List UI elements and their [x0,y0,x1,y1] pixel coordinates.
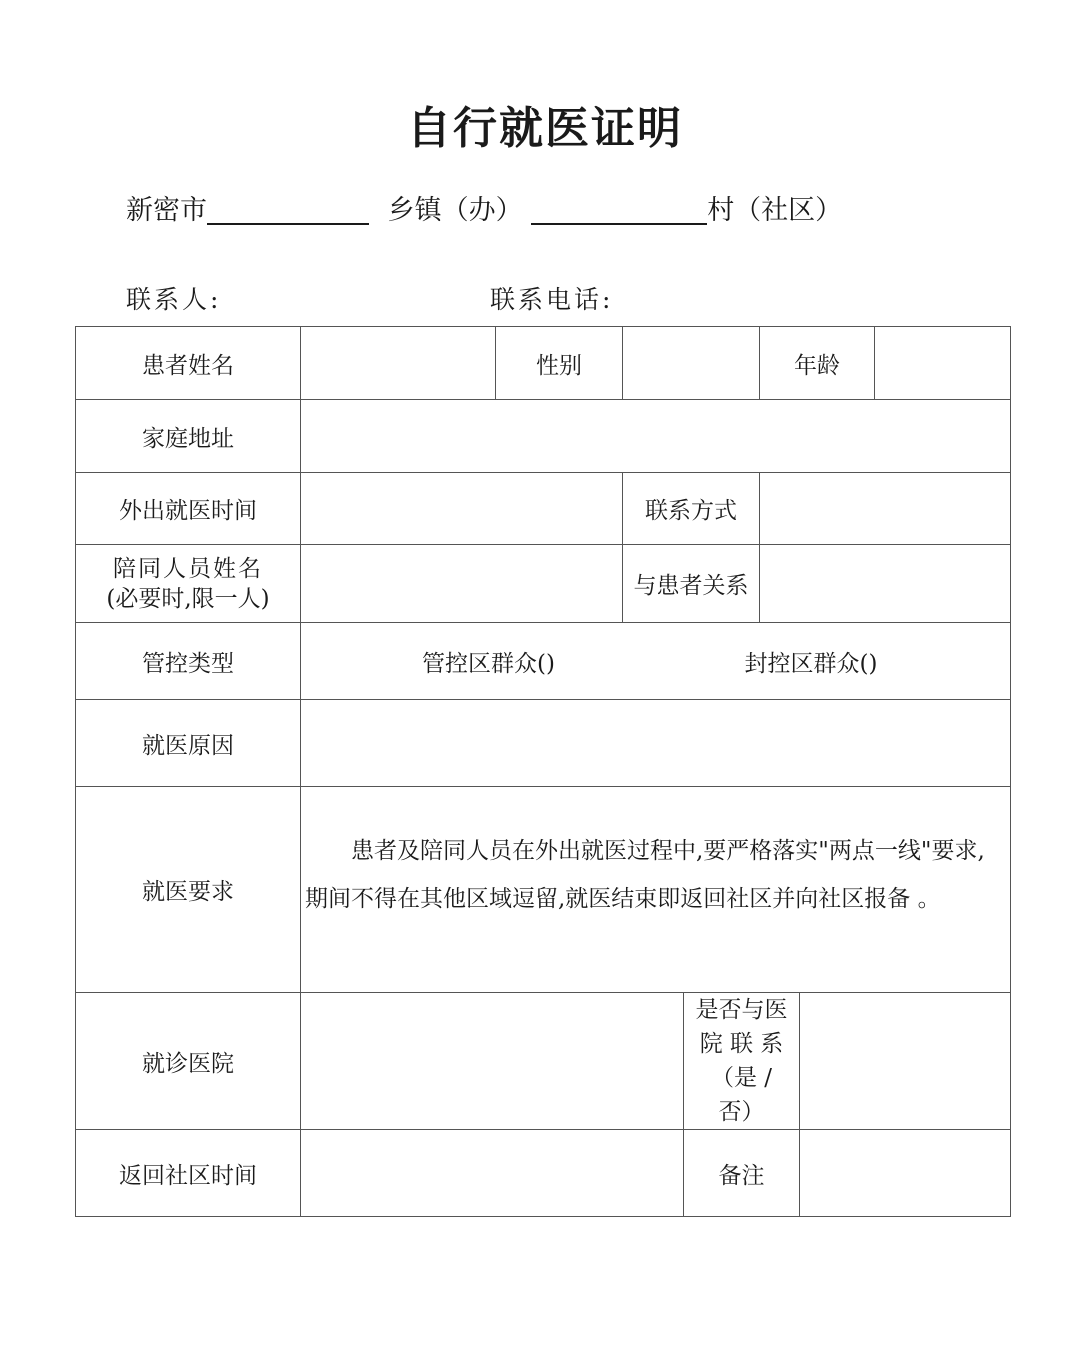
location-line [126,188,842,227]
home-address-field[interactable] [301,400,1011,473]
requirement-text: 患者及陪同人员在外出就医过程中,要严格落实"两点一线"要求,期间不得在其他区域逗留,就医结束即返回社区并向社区报备 。 [305,838,985,912]
table-row [76,327,1011,400]
return-time-label: 返回社区时间 [76,1130,301,1217]
table-row [76,700,1011,787]
contact-person-label: 联系人: [126,285,222,314]
companion-field[interactable] [301,545,623,623]
town-blank[interactable] [207,193,369,225]
table-row [76,545,1011,623]
control-option-2[interactable]: 封控区群众() [744,650,878,677]
hospital-contact-field[interactable] [800,993,1011,1130]
medical-form-table [75,326,1011,1217]
requirement-label: 就医要求 [76,787,301,993]
gender-field[interactable] [623,327,760,400]
document-title: 自行就医证明 [407,103,683,154]
home-address-label: 家庭地址 [76,400,301,473]
control-type-options [301,623,1011,700]
relation-field[interactable] [760,545,1011,623]
village-label: 村（社区） [707,195,843,226]
town-label: 乡镇（办） [387,195,523,226]
village-blank[interactable] [531,193,707,225]
hospital-contact-label [684,993,800,1130]
return-time-field[interactable] [301,1130,684,1217]
contact-phone-label: 联系电话: [490,285,614,314]
control-option-1[interactable]: 管控区群众() [422,650,555,677]
remarks-label: 备注 [684,1130,800,1217]
hospital-contact-line2: 院 联 系 [699,1031,784,1057]
city-label: 新密市 [126,195,207,226]
hospital-contact-line3: （是 / [710,1065,773,1091]
gender-label: 性别 [496,327,623,400]
reason-field[interactable] [301,700,1011,787]
hospital-contact-line1: 是否与医 [695,997,788,1023]
table-row [76,623,1011,700]
age-field[interactable] [875,327,1010,399]
patient-name-label: 患者姓名 [76,327,301,400]
patient-name-field[interactable] [301,327,496,400]
visit-time-field[interactable] [301,473,623,545]
companion-label-line2: (必要时,限一人) [106,585,270,612]
table-row [76,400,1011,473]
requirement-text-cell [301,787,1011,993]
age-cell [760,327,1011,400]
hospital-field[interactable] [301,993,684,1130]
table-row [76,787,1011,993]
table-row [76,993,1011,1130]
companion-label-line1: 陪同人员姓名 [113,555,263,582]
contact-method-field[interactable] [760,473,1011,545]
hospital-contact-line4: 否） [718,1099,765,1125]
control-type-label: 管控类型 [76,623,301,700]
companion-label [76,545,301,623]
table-row [76,1130,1011,1217]
table-row [76,473,1011,545]
reason-label: 就医原因 [76,700,301,787]
age-label: 年龄 [760,327,875,399]
hospital-label: 就诊医院 [76,993,301,1130]
visit-time-label: 外出就医时间 [76,473,301,545]
relation-label: 与患者关系 [623,545,760,623]
remarks-field[interactable] [800,1130,1011,1217]
contact-method-label: 联系方式 [623,473,760,545]
